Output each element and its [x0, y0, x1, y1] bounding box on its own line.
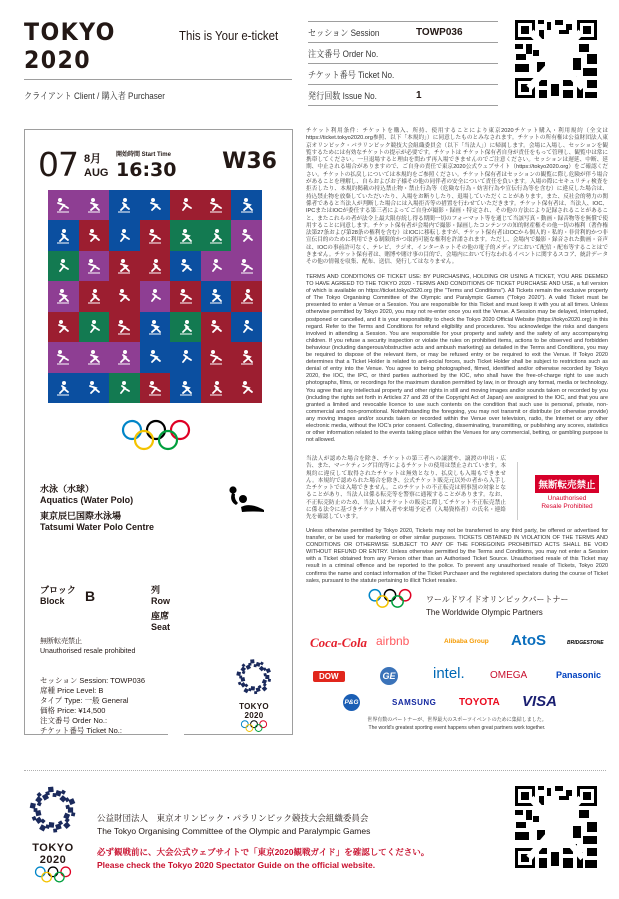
info-label: セッション Session — [308, 27, 380, 38]
row-label-en: Row — [151, 596, 170, 606]
sport-pictogram-icon — [170, 312, 201, 342]
organiser-en: The Tokyo Organising Committee of the Olympic and Paralympic Games — [97, 826, 371, 836]
sport-pictogram-icon — [79, 312, 110, 342]
sport-pictogram-icon — [140, 220, 171, 250]
partners-heading-jp: ワールドワイドオリンピックパートナー — [426, 595, 569, 604]
row-label — [151, 585, 170, 607]
sport-pictogram-icon — [79, 342, 110, 372]
sport-pictogram-icon — [79, 373, 110, 403]
ticket-header — [24, 18, 292, 102]
logo-omega: OMEGA — [490, 670, 528, 681]
sport-pictogram-icon — [201, 312, 232, 342]
logo-dow: DOW — [313, 671, 345, 682]
sport-pictogram-icon — [48, 312, 79, 342]
sport-name-jp: 水泳（水球） — [40, 484, 95, 494]
venue-name-jp: 東京辰巳国際水泳場 — [40, 511, 122, 521]
logo-toyota: TOYOTA — [459, 697, 500, 708]
sport-pictogram-icon — [231, 373, 262, 403]
detail-session: セッション Session: TOWP036 — [40, 676, 146, 685]
spectator-guide-notice-en: Please check the Tokyo 2020 Spectator Guide on the official website. — [97, 860, 376, 870]
qr-code-icon — [513, 18, 599, 100]
olympic-rings-icon — [239, 720, 269, 733]
sport-pictogram-icon — [48, 342, 79, 372]
badge-en-line2: Resale Prohibited — [541, 503, 593, 510]
sport-pictogram-icon — [109, 312, 140, 342]
logo-intel: intel. — [433, 665, 465, 682]
sport-pictogram-icon — [48, 220, 79, 250]
start-time-label: 開始時間 Start Time — [116, 152, 171, 158]
sport-pictogram-icon — [109, 220, 140, 250]
sport-pictogram-icon — [170, 342, 201, 372]
logo-coca-cola: Coca-Cola — [310, 635, 368, 650]
sport-pictogram-icon — [79, 190, 110, 220]
detail-order-no: 注文番号 Order No.: — [40, 716, 108, 725]
start-time: 16:30 — [116, 159, 177, 181]
spectator-guide-notice-jp: 必ず観戦前に、大会公式ウェブサイトで「東京2020観戦ガイド」を確認してください。 — [97, 847, 430, 857]
logo-ge: GE — [380, 667, 398, 685]
sport-pictogram-icon — [140, 281, 171, 311]
sport-pictogram-icon — [201, 190, 232, 220]
seat-label-en: Seat — [151, 622, 171, 632]
resale-notice-jp: 無断転売禁止 — [40, 638, 82, 645]
logo-pg: P&G — [343, 694, 360, 711]
detail-price: 価格 Price: ¥14,500 — [40, 706, 106, 715]
badge-en-line1: Unauthorised — [547, 495, 587, 502]
sport-pictogram-icon — [140, 312, 171, 342]
detail-type: タイプ Type: 一般 General — [40, 696, 129, 705]
logo-atos: AtoS — [511, 632, 546, 649]
row-label-jp: 列 — [151, 585, 161, 595]
olympic-rings-icon — [33, 866, 73, 884]
sport-pictogram-icon — [79, 281, 110, 311]
divider — [24, 79, 292, 80]
sport-pictogram-icon — [48, 190, 79, 220]
info-row-issue — [308, 85, 498, 106]
emblem-text: TOKYO 2020 — [239, 702, 269, 720]
partners-heading — [426, 593, 569, 619]
ticket-info-table — [308, 21, 498, 106]
date-time-row — [38, 145, 281, 185]
info-row-session — [308, 22, 498, 43]
sport-pictogram-icon — [140, 251, 171, 281]
info-label: チケット番号 Ticket No. — [308, 69, 395, 80]
resale-prohibited-badge — [527, 475, 607, 511]
info-value: TOWP036 — [416, 26, 463, 38]
sport-pictogram-icon — [170, 281, 201, 311]
sport-pictogram-icon — [201, 251, 232, 281]
client-label: クライアント Client / 購入者 Purchaser — [24, 91, 165, 101]
brand — [24, 18, 292, 74]
sport-pictogram-icon — [170, 251, 201, 281]
water-polo-icon — [228, 485, 268, 522]
sport-pictogram-icon — [48, 251, 79, 281]
resale-terms-en: Unless otherwise permitted by Tokyo 2020, Tickets may not be transferred to any third party, be offered or advertised for transfer, or be used for marketing or other similar purposes. TICKETS OBTAINED IN VIOLATION OF THE TERMS AND CONDITIONS OR OTHERWISE SUBJECT TO ANY OF THE FOREGOING PROHIBITED ACTS SHALL BE VOID WITHOUT REFUND OR ENTRY. Unless otherwise permitted by the Terms and Conditions, you may not enter a Session with a Ticket obtained from any Person other than an Authorised Ticket Source. Unauthorised resale of this Ticket may result in a criminal offence and be reported to the police. To prevent any unauthorised resale of Tickets, Tokyo 2020 confirms the name and contact information of the Ticket Purchaser and the registered spectators during the course of Ticket sales, pursuant to the statute pertaining to illicit Ticket resales. — [306, 528, 608, 584]
tokyo2020-emblem-icon — [28, 785, 78, 835]
partners-tagline — [306, 716, 608, 732]
sport-pictogram-icon — [109, 190, 140, 220]
sport-pictogram-icon — [201, 342, 232, 372]
detail-price-level: 席種 Price Level: B — [40, 686, 104, 695]
block-label — [40, 585, 76, 607]
logo-airbnb: airbnb — [376, 634, 410, 648]
sport-pictogram-icon — [79, 251, 110, 281]
sport-pictogram-icon — [201, 373, 232, 403]
sport-pictogram-icon — [231, 342, 262, 372]
logo-bridgestone: BRIDGESTONE — [567, 640, 604, 646]
seat-label — [151, 611, 170, 633]
tokyo2020-emblem — [22, 785, 84, 889]
event-day: 07 — [38, 145, 78, 184]
ticket-details — [40, 676, 145, 736]
sport-pictogram-icon — [231, 190, 262, 220]
resale-notice — [40, 637, 135, 657]
ticket-stub — [24, 129, 293, 735]
sport-pictogram-icon — [170, 373, 201, 403]
sport-pictogram-icon — [109, 342, 140, 372]
tagline-jp: 世界有数のパートナーが、世界最大のスポーツイベントのために集結しました。 — [367, 717, 547, 723]
logo-visa: VISA — [522, 693, 558, 710]
sport-pictogram-icon — [231, 251, 262, 281]
sport-pictogram-icon — [48, 281, 79, 311]
event-month-en: AUG — [84, 167, 109, 179]
sport-pictogram-grid — [48, 190, 262, 403]
logo-alibaba: Alibaba Group — [444, 638, 489, 645]
sport-pictogram-icon — [140, 373, 171, 403]
logo-panasonic: Panasonic — [556, 670, 602, 680]
brand-title: TOKYO 2020 — [24, 18, 116, 74]
sport-pictogram-icon — [170, 220, 201, 250]
sport-pictogram-icon — [201, 220, 232, 250]
sport-pictogram-icon — [48, 373, 79, 403]
sport-pictogram-icon — [109, 251, 140, 281]
tokyo2020-emblem — [229, 658, 279, 738]
olympic-rings-icon — [121, 419, 191, 458]
tokyo2020-emblem-icon — [235, 658, 273, 696]
session-code: W36 — [222, 149, 277, 174]
sport-pictogram-icon — [140, 190, 171, 220]
detail-ticket-no: チケット番号 Ticket No.: — [40, 726, 122, 735]
sport-pictogram-icon — [170, 190, 201, 220]
divider — [517, 462, 518, 520]
block-label-jp: ブロック — [40, 585, 76, 595]
organiser-jp: 公益財団法人 東京オリンピック・パラリンピック競技大会組織委員会 — [97, 813, 369, 823]
tear-line — [24, 770, 606, 771]
brand-subtitle: This is Your e-ticket — [179, 28, 279, 43]
sport-pictogram-icon — [109, 373, 140, 403]
info-row-order — [308, 43, 498, 64]
badge-jp: 無断転売禁止 — [535, 475, 598, 493]
qr-code-icon — [513, 784, 599, 870]
sport-pictogram-icon — [140, 342, 171, 372]
info-value: 1 — [416, 89, 422, 101]
sport-pictogram-icon — [79, 220, 110, 250]
block-value: B — [85, 588, 96, 604]
sport-pictogram-icon — [201, 281, 232, 311]
resale-notice-en: Unauthorised resale prohibited — [40, 648, 136, 655]
badge-en — [527, 495, 607, 511]
partners-heading-en: The Worldwide Olympic Partners — [426, 608, 543, 617]
sport-pictogram-icon — [231, 220, 262, 250]
olympic-rings-icon — [368, 588, 412, 615]
info-label: 発行回数 Issue No. — [308, 90, 377, 101]
tagline-en: The world's greatest sporting event happens when great partners work together. — [368, 725, 546, 731]
sport-pictogram-icon — [231, 281, 262, 311]
sport-pictogram-icon — [231, 312, 262, 342]
terms-jp: チケット利用条件：チケットを購入、所持、使用することにより東京2020チケット購入・利用規約（全文は https://ticket.tokyo2020.org参照、以下「本規約」）に同意したものとみなされます。チケットの所有権は公益財団法人東京オリンピック・パラリンピック競技大会組織委員会（以下「当法人」）に帰属します。会場に入場し、セッションを観覧するためには有効なチケットの提示が必要です。チケットは チケット保有者自身が責任をもって管理し、観覧中は常に携帯してください。一旦退場すると理由を問わず再入場できませんのでご注意ください。セッションは遅延、中断、延期、中止される場合がありますので、ご自身の責任で東京2020公式ウェブサイト（https://tokyo2020.org）をご確認ください。チケットの払戻しについては本規約をご参照ください。チケット保有者はセッションの観覧に際し危険が伴う場合があることを理解し、自らおよびお子様その他の同伴者の安全について責任を負います。入場の際にセキュリティ検査を拒否したり、本規約掲載の持込禁止物・禁止行為等（危険な行為・妨害行為や宣伝行為等を含む）に違反した場合は、持込禁止物を放棄していただいたり、入場をお断りしたり、退場していただくことがあります。また、反社会的勢力の関係者であると当法人が判断した場合には入場拒否等の措置を行わせていただきます。チケット保有者は、当法人、IOC、IPCまたはIOCが委任する第三者によってご自身が撮影・録画・特定され、その他の方法により記録されることがあること、またこれらの者が法令上最大限存続し得る期間一切のフォーマット等を通じて当該写真・動画・録音物等を無償で使用することに同意します。チケット保有者が会場内で撮影・録画したコンテンツの知的財産権その他一切の権利（著作権法第27条および第28条の権利を含む）はIOCに移転しますが、チケット保有者はIOCから個人的・私的・非営利的かつ非宣伝目的のために利用できる制限的かつ取消可能な権利を許諾されます。ただし、会場内で撮影・録音された動画・音声は、IOCの事前許可なく、テレビ、ラジオ、インターネットその他の電子的メディアにおいて配信・配布等することはできません。チケット保有者は、賭博や賭け事の目的で、会場内において行なわれるイベントに関するスコア、統計データその他の情報を収集、配布、送信、発行してはなりません。 — [306, 128, 608, 266]
resale-terms-jp: 当法人が認めた場合を除き、チケットの第三者への譲渡や、譲渡の申出・広告、また、マーケティング目的等によるチケットの使用は禁止されています。本規約に違反して取得されたチケットは無効となり、払戻しも入場もできません。本規約で認められた場合を除き、公式チケット販売元以外の者から入手したチケットでは入場できません。このチケットの不正転売は刑事罰の対象となることがあり、当法人は係る転売等を警察に通報することがあります。なお、不正転売防止のため、当法人はチケットの販売に際してチケット不正転売禁止に係る法令に基づきチケット購入者や来場予定者（入場資格者）の氏名・連絡先を確認しています。 — [306, 456, 506, 521]
event-month-jp: 8月 — [84, 153, 102, 165]
emblem-text: TOKYO 2020 — [32, 842, 74, 866]
sport-pictogram-icon — [109, 281, 140, 311]
block-label-en: Block — [40, 596, 65, 606]
sport-venue-info — [40, 484, 154, 533]
terms-en: TERMS AND CONDITIONS OF TICKET USE: BY PURCHASING, HOLDING OR USING A TICKET, YOU ARE DEEMED TO HAVE AGREED TO THE TOKYO 2020 - TERMS AND CONDITIONS OF TICKET PURCHASE AND USE, a full version of which is available on https://ticket.tokyo2020.org (the "Terms and Conditions"). All Tickets remain the exclusive property of The Tokyo Organising Committee of the Olympic and Paralympic Games ("Tokyo 2020"). A valid Ticket must be presented to enter a Venue or a Session. You are responsible for this Ticket and must keep it with you at all times. Unless otherwise permitted by Tokyo 2020, you may not re-enter once you exit the Venue. A Session may be delayed, interrupted, postponed or cancelled, and it is your responsibility to check the Tokyo 2020 Official Website (https://tokyo2020.org) in this regard. Refer to the Terms and Conditions for refund eligibility and procedures. You acknowledge the risks and dangers involved in attending a Session. You are responsible for your property and safety and the safety of any accompanying children. If you refuse a security inspection or violate the rules on prohibited items, actions to be observed and forbidden behaviour (including dangerous/obstructive acts and ambush marketing) as detailed in the Terms and Conditions, you may be required to dispose of the relevant item, or may be refused entry or be required to exit the Venue. If Tokyo 2020 determines that a Ticket Holder is related to anti-social forces, such Ticket Holder shall be subject to restrictions such as denial of entry into the Venue. You agree to being photographed, filmed, identified and/or otherwise recorded by Tokyo 2020, the IOC, the IPC, or third parties authorised by the IOC, who shall have the free-of-charge right to use such photographs, films, or recordings for the maximum duration permitted by law, in or through any format, media or technology. You agree that any intellectual property and other rights in still and moving images and/or sounds taken or recorded by you (including the rights set forth in Articles 27 and 28 of the Copyright Act of Japan) are assigned to the IOC, and that you are granted a limited and revocable licence to use such contents on the condition that such use is personal, private, non-commercial and non-promotional. Notwithstanding the foregoing, you may not transmit or distribute (or otherwise provide) any moving images and/or sounds taken or recorded within the Venue over television, radio, the Internet or any other electronic media, without the IOC's prior consent. Collecting, disseminating, transmitting, or publishing any scores, statistics or other information related to the events taking place within the Venues for any commercial, betting, or gambling purpose is not allowed. — [306, 274, 608, 444]
info-row-ticket — [308, 64, 498, 85]
logo-samsung: SAMSUNG — [392, 698, 437, 707]
organiser-info — [97, 812, 429, 872]
sport-name-en: Aquatics (Water Polo) — [40, 495, 134, 505]
info-label: 注文番号 Order No. — [308, 48, 379, 59]
venue-name-en: Tatsumi Water Polo Centre — [40, 522, 155, 532]
border-gap — [168, 733, 184, 736]
seat-label-jp: 座席 — [151, 611, 170, 621]
